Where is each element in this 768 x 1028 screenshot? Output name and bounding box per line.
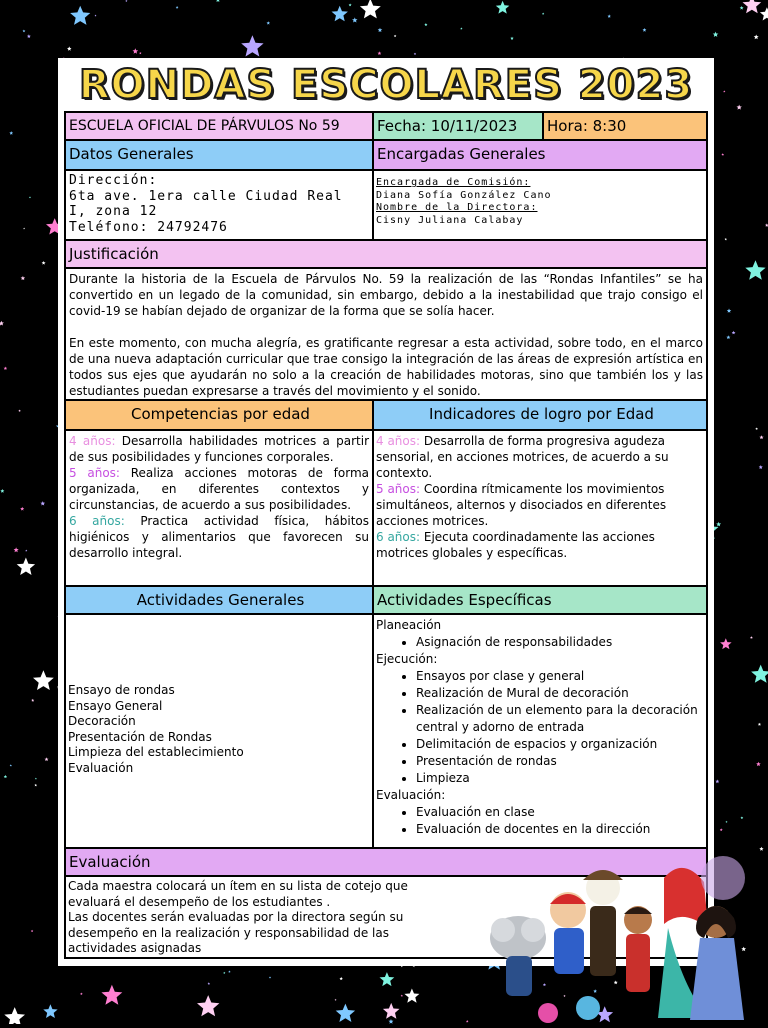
star-decoration [228, 970, 231, 972]
star-decoration [755, 427, 758, 430]
direccion-label: Dirección: [69, 173, 158, 188]
competencia-5: 5 años: Realiza acciones motoras de forma organizada, en diferentes contextos y circunstancias, de acuerdo a sus posibilidades. [69, 466, 370, 512]
star-decoration [401, 995, 403, 997]
ejecucion-item: • Ensayos por clase y general [416, 668, 704, 685]
star-decoration [176, 6, 179, 9]
star-decoration [758, 723, 761, 726]
star-decoration [34, 784, 37, 787]
star-decoration [759, 465, 763, 469]
star-decoration [394, 35, 397, 37]
datos-generales-box [64, 169, 374, 241]
star-decoration [339, 977, 343, 980]
star-decoration [740, 6, 744, 10]
evaluacion-p2: Las docentes serán evaluadas por la directora según su desempeño en la realización y responsabilidad de las actividades asignadas [68, 910, 404, 955]
star-decoration [725, 821, 727, 823]
star-decoration [759, 847, 763, 851]
star-decoration [720, 638, 732, 649]
direccion-value: 6ta ave. 1era calle Ciudad Real I, zona 12 [69, 188, 343, 219]
justificacion-p1: Durante la historia de la Escuela de Párvulos No. 59 la realización de las “Rondas Infantiles” se ha convertido en un legado de la comunidad, sin embargo, debido a la inestabilidad que trajo consigo el covid-19 se habían dejado de organizar de la forma que se solía hacer. [69, 272, 703, 318]
ejecucion-item: • Realización de un elemento para la decoración central y adorno de entrada [416, 702, 704, 736]
actividades-especificas-heading: Actividades Específicas [372, 585, 708, 615]
hora: Hora: 8:30 [542, 111, 708, 141]
star-decoration [378, 28, 383, 32]
star-decoration [716, 522, 721, 527]
star-decoration [723, 90, 725, 92]
star-decoration [352, 17, 357, 22]
star-decoration [378, 51, 382, 55]
star-decoration [727, 309, 732, 313]
star-decoration [23, 228, 25, 230]
star-decoration [332, 6, 348, 22]
star-decoration [27, 34, 31, 38]
star-decoration [269, 976, 271, 978]
star-decoration [743, 0, 762, 13]
star-decoration [40, 501, 45, 505]
star-decoration [208, 982, 211, 984]
star-decoration [29, 196, 31, 198]
star-decoration [20, 507, 24, 511]
star-decoration [756, 762, 761, 766]
justificacion-heading: Justificación [64, 239, 708, 269]
actividad-general: Presentación de Rondas [68, 729, 212, 744]
star-decoration [0, 321, 4, 326]
ejecucion-item: • Limpieza [416, 770, 704, 787]
star-decoration [754, 35, 759, 40]
star-decoration [223, 972, 225, 974]
star-decoration [67, 46, 72, 50]
actividad-general: Ensayo General [68, 698, 163, 713]
comision-label: Encargada de Comisión: [376, 177, 531, 188]
actividades-especificas-box [372, 613, 708, 849]
star-decoration [643, 28, 647, 32]
star-decoration [4, 1007, 25, 1024]
star-decoration [741, 816, 744, 819]
directora-label: Nombre de la Directora: [376, 202, 538, 213]
star-decoration [389, 1019, 394, 1024]
star-decoration [10, 764, 12, 766]
document-page [58, 58, 714, 966]
star-decoration [713, 32, 719, 37]
star-decoration [466, 1020, 469, 1023]
star-decoration [720, 828, 723, 831]
indicadores-heading: Indicadores de logro por Edad [372, 399, 708, 431]
actividad-general: Evaluación [68, 760, 134, 775]
star-decoration [721, 153, 724, 156]
star-decoration [750, 636, 753, 639]
star-decoration [25, 550, 27, 552]
star-decoration [760, 7, 768, 20]
star-decoration [510, 37, 513, 40]
star-decoration [383, 1003, 400, 1019]
datos-generales-heading: Datos Generales [64, 139, 374, 171]
evaluacion-p1: Cada maestra colocará un ítem en su lista de cotejo que evaluará el desempeño de los estudiantes . [68, 879, 408, 909]
star-decoration [360, 0, 381, 18]
star-decoration [14, 547, 19, 552]
competencias-heading: Competencias por edad [64, 399, 374, 431]
star-decoration [4, 775, 7, 778]
star-decoration [133, 48, 139, 53]
star-decoration [542, 13, 544, 15]
star-decoration [380, 972, 395, 986]
star-decoration [139, 52, 141, 54]
star-decoration [125, 0, 127, 2]
star-decoration [335, 999, 337, 1001]
star-decoration [17, 558, 35, 576]
star-decoration [460, 27, 462, 29]
star-decoration [33, 670, 54, 690]
cartoon-characters-illustration [478, 838, 748, 1028]
star-decoration [18, 410, 20, 412]
star-decoration [726, 335, 730, 339]
evaluacion-heading: Evaluación [64, 847, 708, 877]
star-decoration [496, 1, 510, 14]
star-decoration [404, 989, 419, 1003]
star-decoration [31, 930, 34, 932]
star-decoration [31, 699, 34, 702]
evaluacion-item: • Evaluación de docentes en la dirección [416, 821, 704, 838]
actividades-generales-heading: Actividades Generales [64, 585, 374, 615]
encargadas-heading: Encargadas Generales [372, 139, 708, 171]
ejecucion-label: Ejecución: [376, 652, 438, 666]
indicador-5: 5 años: Coordina rítmicamente los movimientos simultáneos, alternos y disociados en diferentes acciones motrices. [376, 482, 667, 528]
star-decoration [732, 331, 736, 335]
star-decoration [0, 489, 4, 493]
justificacion-p2: En este momento, con mucha alegría, es gratificante regresar a esta actividad, sobre todo, en el marco de una nueva adaptación curricular que trae consigo la integración de las áreas de expresión artística en todos sus ejes que ayudarán no solo a la creación de habilidades motoras, sino que también los y las estudiantes puedan expresarse a través del movimiento y el sonido. [69, 336, 703, 398]
star-decoration [715, 779, 719, 783]
star-decoration [197, 995, 219, 1016]
actividad-general: Ensayo de rondas [68, 683, 175, 697]
star-decoration [745, 260, 765, 279]
actividad-general: Decoración [68, 714, 136, 728]
star-decoration [267, 21, 271, 24]
indicador-4: 4 años: Desarrolla de forma progresiva agudeza sensorial, en acciones motrices, de acuerdo a su contexto. [376, 434, 669, 480]
actividades-generales-box [64, 613, 374, 849]
star-decoration [759, 435, 763, 439]
ejecucion-item: • Realización de Mural de decoración [416, 685, 704, 702]
indicadores-box [372, 429, 708, 587]
star-decoration [9, 131, 13, 135]
ejecucion-item: • Presentación de rondas [416, 753, 704, 770]
star-decoration [95, 15, 97, 17]
comision-name: Diana Sofía González Cano [376, 189, 552, 201]
star-decoration [23, 30, 26, 33]
competencia-6: 6 años: Practica actividad física, hábitos higiénicos y alimentarios que favorecen su desarrollo integral. [69, 514, 369, 560]
star-decoration [4, 367, 8, 370]
competencia-4: 4 años: Desarrolla habilidades motrices a partir de sus posibilidades y funciones corporales. [69, 434, 369, 464]
star-decoration [45, 757, 49, 761]
star-decoration [43, 1004, 57, 1018]
encargadas-box [372, 169, 708, 241]
star-decoration [336, 1004, 355, 1022]
star-decoration [241, 35, 263, 56]
telefono: Teléfono: 24792476 [69, 219, 228, 235]
star-decoration [349, 3, 352, 6]
justificacion-box [64, 267, 708, 401]
evaluacion-label: Evaluación: [376, 788, 446, 802]
fecha: Fecha: 10/11/2023 [372, 111, 544, 141]
star-decoration [101, 985, 122, 1005]
star-decoration [21, 276, 26, 280]
star-decoration [216, 0, 221, 2]
indicador-6: 6 años: Ejecuta coordinadamente las acciones motrices globales y específicas. [376, 530, 655, 560]
star-decoration [35, 778, 37, 780]
star-decoration [751, 665, 768, 683]
star-decoration [725, 238, 728, 240]
star-decoration [42, 261, 46, 265]
star-decoration [608, 14, 611, 17]
planeacion-item: • Asignación de responsabilidades [416, 634, 704, 651]
star-decoration [80, 993, 83, 996]
star-decoration [737, 105, 742, 110]
star-decoration [424, 23, 427, 26]
ejecucion-item: • Delimitación de espacios y organización [416, 736, 704, 753]
star-decoration [70, 6, 90, 25]
star-decoration [414, 53, 417, 55]
competencias-box [64, 429, 374, 587]
evaluacion-item: • Evaluación en clase [416, 804, 704, 821]
school-name: ESCUELA OFICIAL DE PÁRVULOS No 59 [64, 111, 374, 141]
planeacion-label: Planeación [376, 618, 442, 632]
directora-name: Cisny Juliana Calabay [376, 214, 524, 226]
actividad-general: Limpieza del establecimiento [68, 745, 244, 759]
page-title: RONDAS ESCOLARES 2023 [78, 62, 694, 108]
